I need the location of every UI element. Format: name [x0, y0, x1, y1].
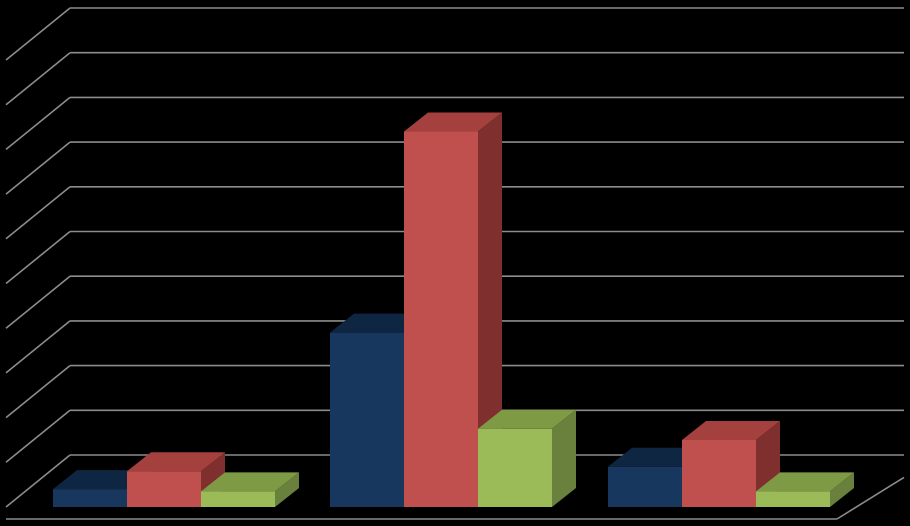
bar-front	[682, 440, 756, 507]
bar-front	[127, 471, 201, 507]
bar-s3-c2	[478, 410, 576, 507]
bars	[53, 113, 854, 507]
bar-front	[404, 132, 478, 507]
bar-front	[756, 491, 830, 507]
bar-front	[201, 491, 275, 507]
bar-front	[53, 489, 127, 507]
bar-front	[608, 467, 682, 507]
bar-front	[330, 333, 404, 507]
bar-front	[478, 429, 552, 507]
